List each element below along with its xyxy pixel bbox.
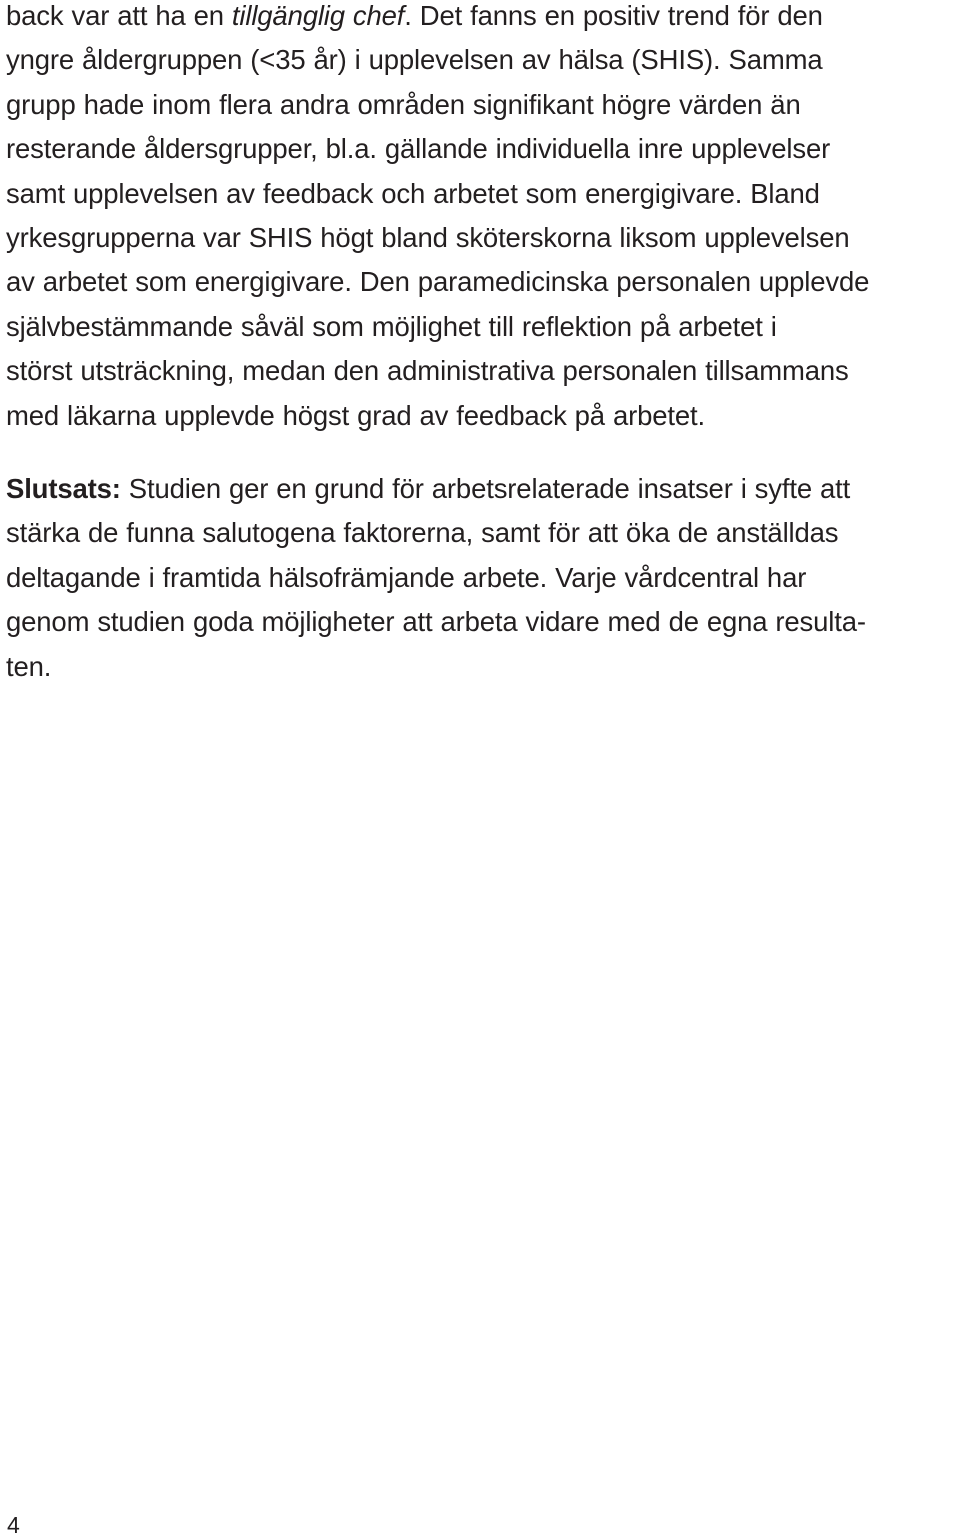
conclusion-heading: Slutsats: (6, 473, 121, 505)
text-line: genom studien goda möjligheter att arbeta vidare med de egna resulta- (6, 606, 866, 638)
text-line: Slutsats: Studien ger en grund för arbetsrelaterade insatser i syfte att (6, 473, 851, 505)
document-page (6, 0, 956, 689)
text-line: av arbetet som energigivare. Den paramedicinska personalen upplevde (6, 266, 870, 298)
text-line: stärka de funna salutogena faktorerna, samt för att öka de anställdas (6, 517, 839, 549)
results-paragraph (6, 0, 956, 438)
page-number: 4 (7, 1512, 20, 1538)
paragraph-gap (6, 438, 956, 467)
conclusion-paragraph (6, 467, 956, 689)
text-line: samt upplevelsen av feedback och arbetet som energigivare. Bland (6, 177, 820, 209)
text-line: deltagande i framtida hälsofrämjande arbete. Varje vårdcentral har (6, 561, 807, 593)
text-line: ten. (6, 650, 52, 682)
emphasis: tillgänglig chef (231, 0, 405, 31)
text-line: störst utsträckning, medan den administrativa personalen tillsammans (6, 355, 849, 387)
text-line: yrkesgrupperna var SHIS högt bland sköterskorna liksom upplevelsen (6, 222, 850, 254)
text-line: självbestämmande såväl som möjlighet till reflektion på arbetet i (6, 310, 777, 342)
text-line: resterande åldersgrupper, bl.a. gällande individuella inre upplevelser (6, 133, 831, 165)
text-line: grupp hade inom flera andra områden signifikant högre värden än (6, 88, 801, 120)
text-line: med läkarna upplevde högst grad av feedback på arbetet. (6, 399, 706, 431)
text-line: back var att ha en tillgänglig chef. Det fanns en positiv trend för den (6, 0, 823, 31)
text-line: yngre åldergruppen (<35 år) i upplevelsen av hälsa (SHIS). Samma (6, 44, 823, 76)
